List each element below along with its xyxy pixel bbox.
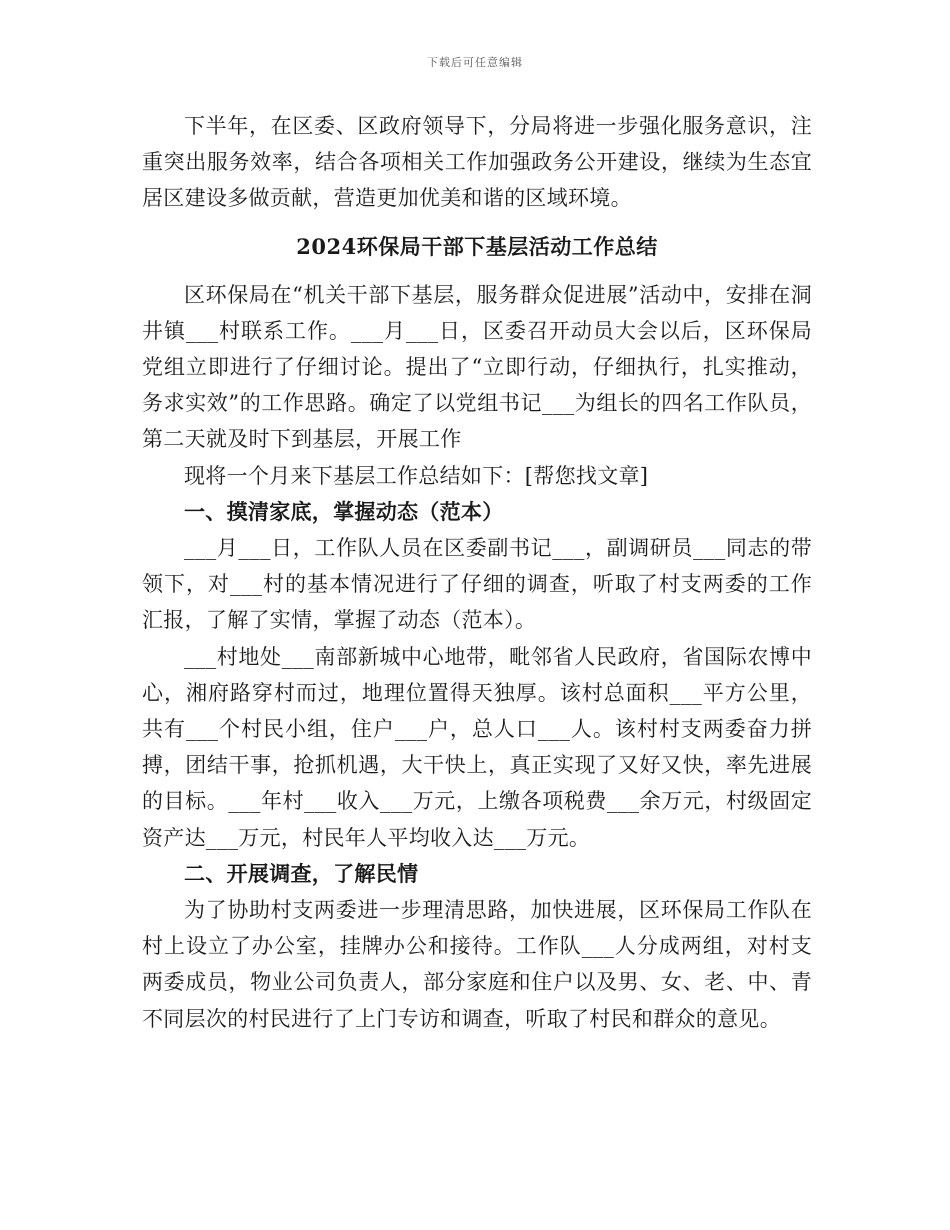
paragraph-4: ___村地处___南部新城中心地带，毗邻省人民政府，省国际农博中心，湘府路穿村而过，地理位置得天独厚。该村总面积___平方公里，共有___个村民小组，住户___户，总人口___人。该村村支两委奋力拼搏，团结干事，抢抓机遇，大干快上，真正实现了又好又快，率先进展的目标。___年村___收入___万元，上缴各项税费___余万元，村级固定资产达___万元，村民年人平均收入达___万元。 [142, 644, 812, 850]
header-note: 下载后可任意编辑 [427, 56, 523, 69]
paragraph-5: 为了协助村支两委进一步理清思路，加快进展，区环保局工作队在村上设立了办公室，挂牌办公和接待。工作队___人分成两组，对村支两委成员，物业公司负责人，部分家庭和住户以及男、女、老、中、青不同层次的村民进行了上门专访和调查，听取了村民和群众的意见。 [142, 898, 812, 1031]
document-body [142, 108, 812, 1037]
paragraph-1: 区环保局在“机关干部下基层，服务群众促进展”活动中，安排在洞井镇___村联系工作。___月___日，区委召开动员大会以后，区环保局党组立即进行了仔细讨论。提出了“立即行动，仔细执行，扎实推动，务求实效”的工作思路。确定了以党组书记___为组长的四名工作队员，第二天就及时下到基层，开展工作 [142, 282, 812, 452]
paragraph-2: 现将一个月来下基层工作总结如下：[帮您找文章] [184, 463, 649, 488]
section-heading-1: 一、摸清家底，掌握动态（范本） [184, 498, 504, 524]
document-title: 2024环保局干部下基层活动工作总结 [296, 233, 658, 259]
intro-paragraph: 下半年，在区委、区政府领导下，分局将进一步强化服务意识，注重突出服务效率，结合各项相关工作加强政务公开建设，继续为生态宜居区建设多做贡献，营造更加优美和谐的区域环境。 [142, 114, 812, 211]
section-heading-2: 二、开展调查，了解民情 [184, 860, 419, 886]
paragraph-3: ___月___日，工作队人员在区委副书记___，副调研员___同志的带领下，对___村的基本情况进行了仔细的调查，听取了村支两委的工作汇报，了解了实情，掌握了动态（范本）。 [142, 536, 812, 633]
